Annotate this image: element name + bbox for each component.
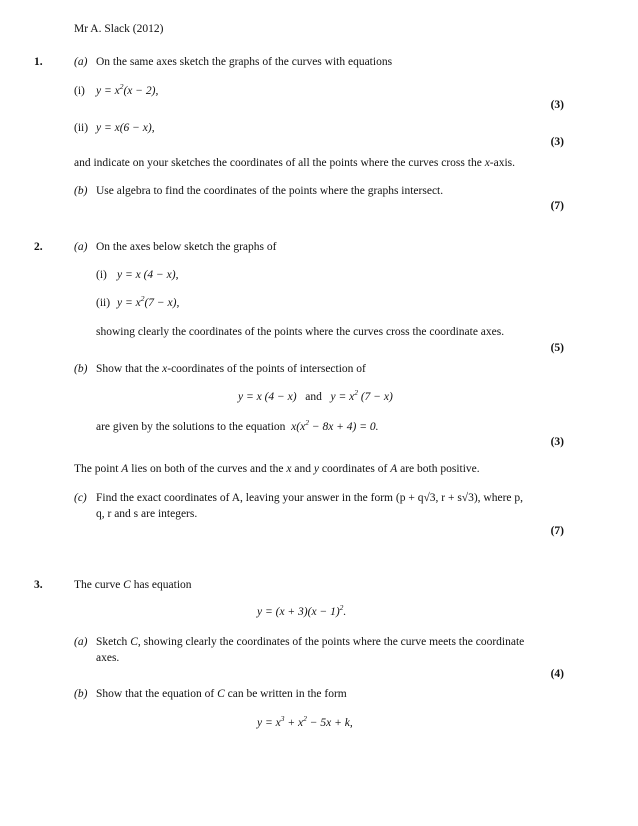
q1-part-a-label: (a): [74, 56, 88, 68]
author-header: Mr A. Slack (2012): [74, 23, 164, 35]
q1-i-mark: (3): [550, 99, 564, 111]
q2-point-a-text: The point A lies on both of the curves and the x and y coordinates of A are both positive.: [74, 463, 480, 475]
q2-ii-equation: $y = x^2(7 - x)$,: [117, 294, 180, 309]
q1-ii-label: (ii): [74, 122, 89, 134]
q2-part-c-label: (c): [74, 492, 87, 504]
q1-indicate-text: and indicate on your sketches the coordinates of all the points where the curves cross the x-axis.: [74, 157, 516, 169]
q1-part-b-label: (b): [74, 185, 88, 197]
q3-part-b-text: Show that the equation of C can be written in the form: [96, 688, 347, 700]
q1-ii-mark: (3): [550, 136, 564, 148]
q2-i-label: (i): [96, 269, 107, 281]
question-number-1: 1.: [34, 56, 43, 68]
q1-i-label: (i): [74, 85, 85, 97]
question-number-3: 3.: [34, 579, 43, 591]
q2-part-a-label: (a): [74, 241, 88, 253]
q2-b-given-text: are given by the solutions to the equation $x(x^2 - 8x + 4) = 0$.: [96, 418, 379, 433]
q3-intro-text: The curve C has equation: [74, 579, 192, 591]
q2-b-equations: y = x (4 − x) and $y = x^2$ (7 − x): [238, 388, 393, 403]
q1-b-mark: (7): [550, 200, 564, 212]
q2-part-a-text: On the axes below sketch the graphs of: [96, 241, 277, 253]
q2-showing-text: showing clearly the coordinates of the points where the curves cross the coordinate axes.: [96, 326, 505, 338]
q2-part-c-line2: q, r and s are integers.: [96, 508, 198, 520]
q2-ii-label: (ii): [96, 297, 111, 309]
q2-i-equation: y = x (4 − x),: [117, 269, 179, 281]
q3-part-a-line1: Sketch C, showing clearly the coordinates of the points where the curve meets the coordinate: [96, 636, 525, 648]
q2-part-c-line1: Find the exact coordinates of A, leaving your answer in the form (p + q√3, r + s√3), where p,: [96, 492, 524, 504]
q2-b-mark: (3): [550, 436, 564, 448]
q3-curve-equation: $y = (x + 3)(x - 1)^2$.: [257, 603, 347, 618]
q1-part-a-text: On the same axes sketch the graphs of the curves with equations: [96, 56, 393, 68]
q3-b-equation: $y = x^3 + x^2 - 5x + k$,: [257, 714, 353, 729]
q3-part-a-label: (a): [74, 636, 88, 648]
q1-ii-equation: y = x(6 − x),: [96, 122, 155, 134]
q2-c-mark: (7): [550, 525, 564, 537]
question-number-2: 2.: [34, 241, 43, 253]
q1-part-b-text: Use algebra to find the coordinates of the points where the graphs intersect.: [96, 185, 444, 197]
q1-i-equation: $y = x^2(x - 2)$,: [96, 82, 159, 97]
q2-a-mark: (5): [550, 342, 564, 354]
q3-part-a-line2: axes.: [96, 652, 120, 664]
q3-part-b-label: (b): [74, 688, 88, 700]
q2-part-b-label: (b): [74, 363, 88, 375]
q3-a-mark: (4): [550, 668, 564, 680]
q2-part-b-text: Show that the x-coordinates of the points of intersection of: [96, 363, 366, 375]
